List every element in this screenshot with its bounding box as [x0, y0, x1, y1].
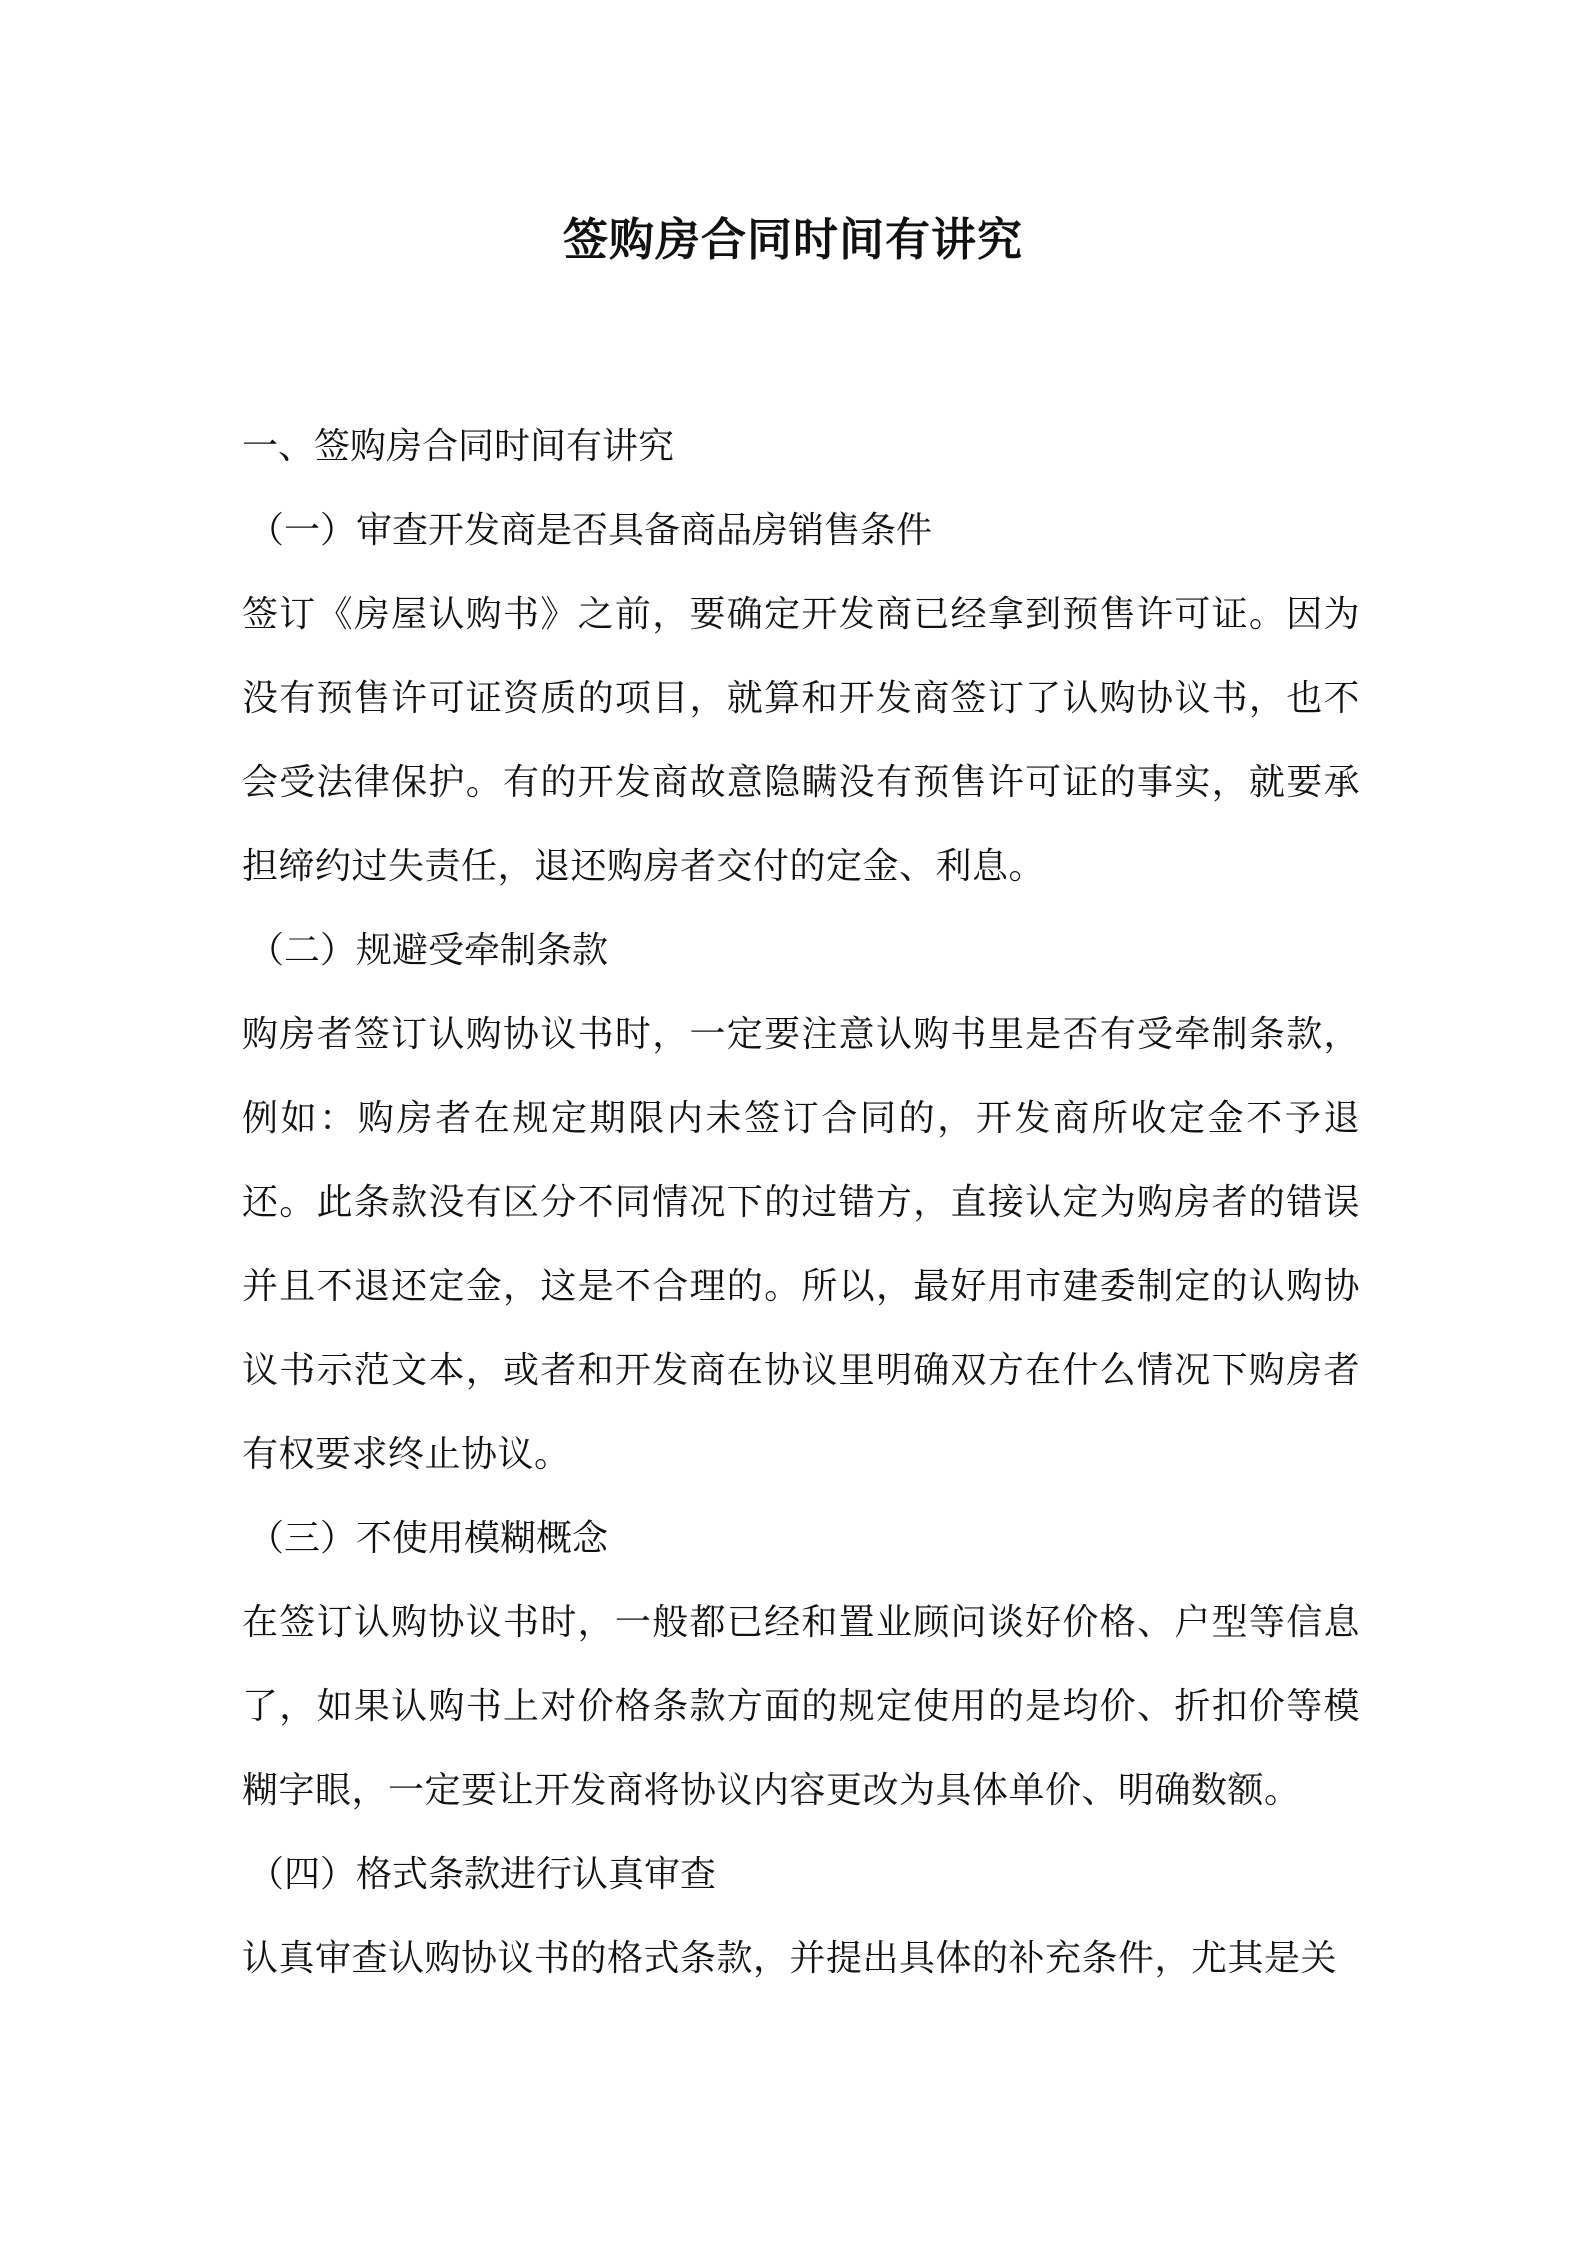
paragraph-4: 认真审查认购协议书的格式条款，并提出具体的补充条件，尤其是关 [242, 1938, 1338, 1979]
paragraph-3: 在签订认购协议书时，一般都已经和置业顾问谈好价格、户型等信息了，如果认购书上对价格条款方面的规定使用的是均价、折扣价等模糊字眼，一定要让开发商将协议内容更改为具体单价、明确数额。 [242, 1602, 1360, 1811]
document-title: 签购房合同时间有讲究 [562, 213, 1023, 266]
subsection-heading-1: （一）审查开发商是否具备商品房销售条件 [248, 510, 933, 551]
subsection-heading-2: （二）规避受牵制条款 [248, 930, 609, 971]
paragraph-1: 签订《房屋认购书》之前，要确定开发商已经拿到预售许可证。因为没有预售许可证资质的项目，就算和开发商签订了认购协议书，也不会受法律保护。有的开发商故意隐瞒没有预售许可证的事实，就要承担缔约过失责任，退还购房者交付的定金、利息。 [242, 594, 1360, 887]
document-body [242, 405, 1360, 2001]
paragraph-2: 购房者签订认购协议书时，一定要注意认购书里是否有受牵制条款，例如：购房者在规定期限内未签订合同的，开发商所收定金不予退还。此条款没有区分不同情况下的过错方，直接认定为购房者的错误并且不退还定金，这是不合理的。所以，最好用市建委制定的认购协议书示范文本，或者和开发商在协议里明确双方在什么情况下购房者有权要求终止协议。 [242, 1014, 1360, 1475]
section-heading: 一、签购房合同时间有讲究 [242, 426, 675, 467]
subsection-heading-4: （四）格式条款进行认真审查 [248, 1854, 717, 1895]
subsection-heading-3: （三）不使用模糊概念 [248, 1518, 609, 1559]
